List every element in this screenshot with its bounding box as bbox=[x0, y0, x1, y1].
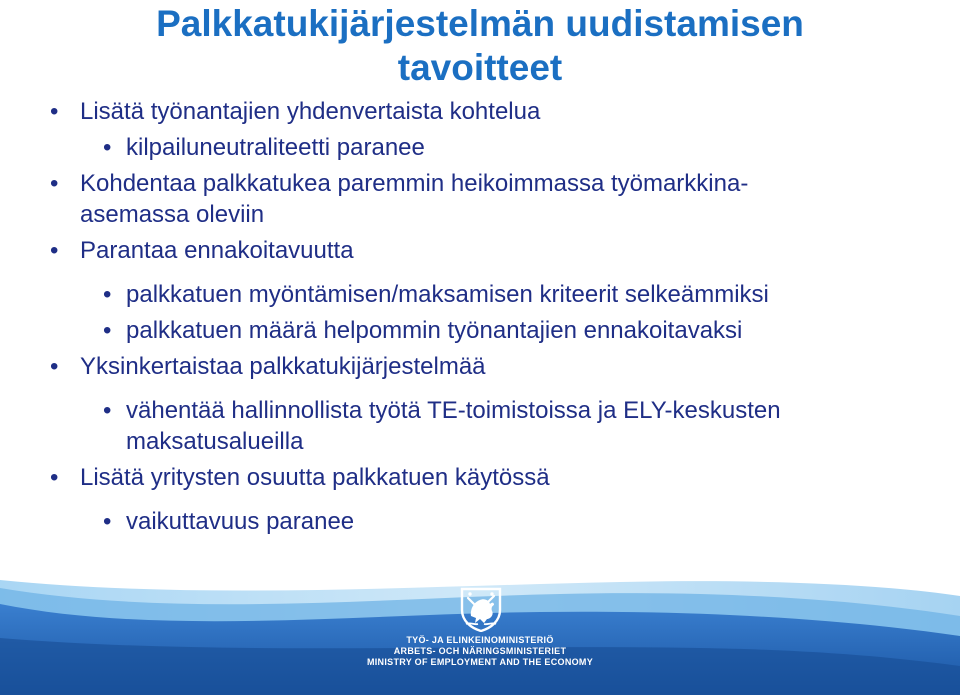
bullet-icon: • bbox=[50, 237, 59, 264]
bullet-list bbox=[0, 96, 960, 537]
bullet-icon: • bbox=[103, 134, 112, 161]
bullet-text: Lisätä yritysten osuutta palkkatuen käytössä bbox=[80, 464, 550, 491]
bullet-text: palkkatuen myöntämisen/maksamisen kriteerit selkeämmiksi bbox=[126, 281, 769, 308]
list-item bbox=[0, 506, 960, 537]
title-line-2: tavoitteet bbox=[397, 47, 563, 88]
bullet-text: Yksinkertaistaa palkkatukijärjestelmää bbox=[80, 353, 486, 380]
bullet-icon: • bbox=[103, 508, 112, 535]
bullet-text: kilpailuneutraliteetti paranee bbox=[126, 134, 425, 161]
list-item bbox=[0, 96, 960, 127]
ministry-name-english: MINISTRY OF EMPLOYMENT AND THE ECONOMY bbox=[366, 657, 594, 667]
list-item bbox=[0, 395, 960, 426]
bullet-icon: • bbox=[50, 170, 59, 197]
list-item bbox=[0, 132, 960, 163]
finnish-lion-crest-icon bbox=[456, 586, 506, 632]
title-line-1: Palkkatukijärjestelmän uudistamisen bbox=[156, 3, 804, 44]
bullet-icon: • bbox=[103, 317, 112, 344]
bullet-text: Kohdentaa palkkatukea paremmin heikoimmassa työmarkkina- bbox=[80, 170, 749, 197]
list-item bbox=[0, 235, 960, 266]
bullet-text: vaikuttavuus paranee bbox=[126, 508, 355, 535]
list-item-continuation bbox=[0, 426, 960, 457]
bullet-text: Parantaa ennakoitavuutta bbox=[80, 237, 354, 264]
footer-banner bbox=[0, 578, 960, 695]
ministry-name-swedish: ARBETS- OCH NÄRINGSMINISTERIET bbox=[393, 646, 567, 656]
ministry-name-finnish: TYÖ- JA ELINKEINOMINISTERIÖ bbox=[406, 635, 554, 645]
list-item-continuation bbox=[0, 199, 960, 230]
bullet-text: asemassa oleviin bbox=[80, 201, 265, 228]
list-item bbox=[0, 462, 960, 493]
list-item bbox=[0, 351, 960, 382]
bullet-text: Lisätä työnantajien yhdenvertaista kohtelua bbox=[80, 98, 541, 125]
bullet-icon: • bbox=[103, 397, 112, 424]
bullet-icon: • bbox=[50, 353, 59, 380]
slide-title bbox=[0, 2, 960, 90]
list-item bbox=[0, 315, 960, 346]
bullet-icon: • bbox=[50, 464, 59, 491]
list-item bbox=[0, 168, 960, 199]
bullet-text: vähentää hallinnollista työtä TE-toimistoissa ja ELY-keskusten bbox=[126, 397, 781, 424]
bullet-text: palkkatuen määrä helpommin työnantajien ennakoitavaksi bbox=[126, 317, 743, 344]
bullet-text: maksatusalueilla bbox=[126, 428, 304, 455]
bullet-icon: • bbox=[50, 98, 59, 125]
bullet-icon: • bbox=[103, 281, 112, 308]
list-item bbox=[0, 279, 960, 310]
